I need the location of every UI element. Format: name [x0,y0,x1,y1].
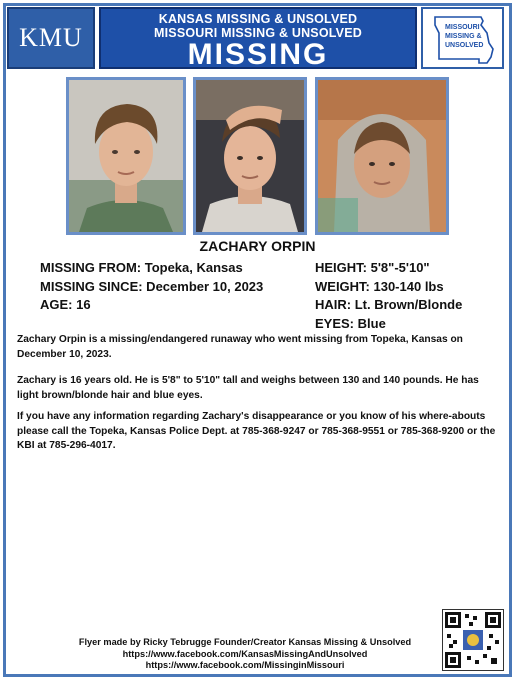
header [7,7,504,69]
facebook-link-kansas[interactable]: https://www.facebook.com/KansasMissingAndUnsolved [122,648,368,659]
height: HEIGHT: 5'8"-5'10" [315,260,430,275]
contact-paragraph: If you have any information regarding Zachary's disappearance or you know of his where-abouts please call the Topeka, Kansas Police Dept. at 785-368-9247 or 785-368-9551 or 785-368-9200 or the KBI at 785-296-4017. [17,411,496,451]
facebook-link-missouri[interactable]: https://www.facebook.com/MissinginMissouri [145,660,345,670]
age: AGE: 16 [40,297,91,312]
photo-3 [315,77,449,235]
photo-row [0,77,515,235]
title-banner [99,7,417,69]
eyes: EYES: Blue [315,315,386,331]
description-paragraph: Zachary is 16 years old. He is 5'8" to 5'10" tall and weighs between 130 and 140 pounds. He has light brown/blonde hair and blue eyes. [17,375,479,401]
person-name: ZACHARY ORPIN [199,238,316,254]
mo-logo-line-2: MISSING & [445,33,482,40]
missouri-logo [421,7,504,69]
details-left [40,259,263,315]
kmu-logo [7,7,95,69]
footer [60,637,430,672]
banner-title: MISSING [187,38,329,71]
details-right [315,259,462,333]
kmu-logo-text: KMU [19,23,83,52]
banner-line-missouri: MISSOURI MISSING & UNSOLVED [154,26,362,40]
weight: WEIGHT: 130-140 lbs [315,278,444,294]
photo-2 [193,77,307,235]
qr-code[interactable] [442,609,504,671]
qr-code-icon [443,610,503,670]
missing-from: MISSING FROM: Topeka, Kansas [40,260,243,275]
missing-since: MISSING SINCE: December 10, 2023 [40,278,264,294]
banner-line-kansas: KANSAS MISSING & UNSOLVED [158,12,358,26]
mo-logo-line-1: MISSOURI [445,24,480,31]
hair: HAIR: Lt. Brown/Blonde [315,297,463,312]
flyer-credit: Flyer made by Ricky Tebrugge Founder/Creator Kansas Missing & Unsolved [78,637,412,647]
photo-1 [66,77,186,235]
summary-paragraph: Zachary Orpin is a missing/endangered runaway who went missing from Topeka, Kansas on December 10, 2023. [17,334,463,360]
mo-logo-line-3: UNSOLVED [445,42,484,49]
